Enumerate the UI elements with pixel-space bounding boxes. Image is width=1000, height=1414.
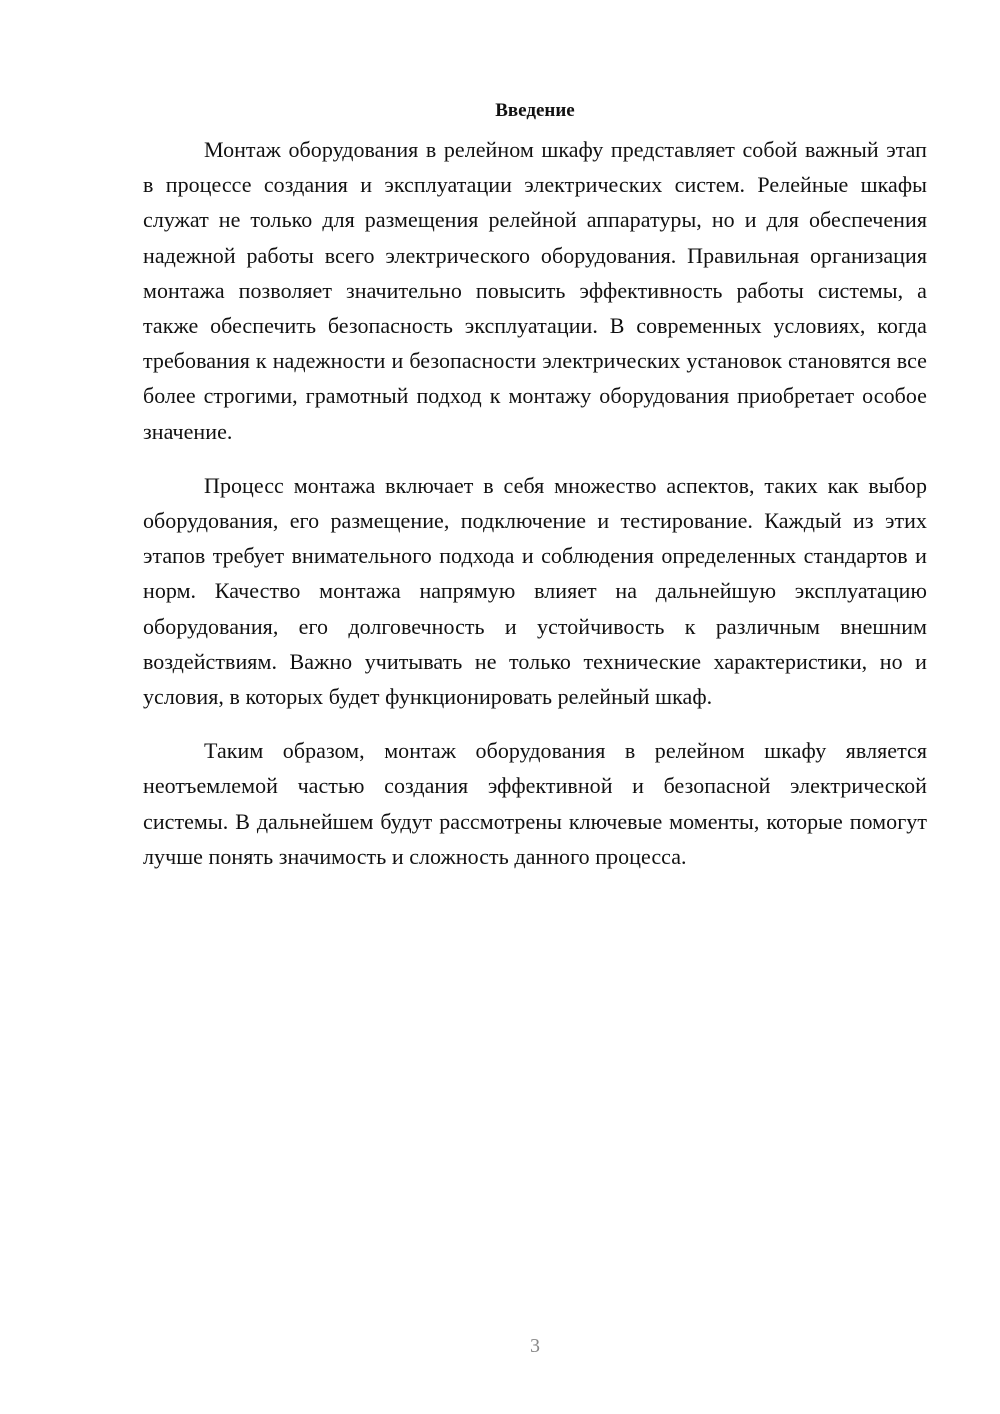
section-title: Введение (495, 100, 575, 121)
paragraph-3: Таким образом, монтаж оборудования в релейном шкафу является неотъемлемой частью создания эффективной и безопасной электрической системы. В дальнейшем будут рассмотрены ключевые моменты, которые помогут лучше понять значимость и сложность данного процесса. (143, 738, 927, 869)
paragraph-2: Процесс монтажа включает в себя множество аспектов, таких как выбор оборудования, его размещение, подключение и тестирование. Каждый из этих этапов требует внимательного подхода и соблюдения определенных стандартов и норм. Качество монтажа напрямую влияет на дальнейшую эксплуатацию оборудования, его долговечность и устойчивость к различным внешним воздействиям. Важно учитывать не только технические характеристики, но и условия, в которых будет функционировать релейный шкаф. (143, 472, 927, 710)
page-number: 3 (530, 1335, 540, 1357)
paragraph-1: Монтаж оборудования в релейном шкафу представляет собой важный этап в процессе создания и эксплуатации электрических систем. Релейные шкафы служат не только для размещения релейной аппаратуры, но и для обеспечения надежной работы всего электрического оборудования. Правильная организация монтажа позволяет значительно повысить эффективность работы системы, а также обеспечить безопасность эксплуатации. В современных условиях, когда требования к надежности и безопасности электрических установок становятся все более строгими, грамотный подход к монтажу оборудования приобретает особое значение. (143, 137, 927, 444)
page-content (143, 96, 927, 893)
